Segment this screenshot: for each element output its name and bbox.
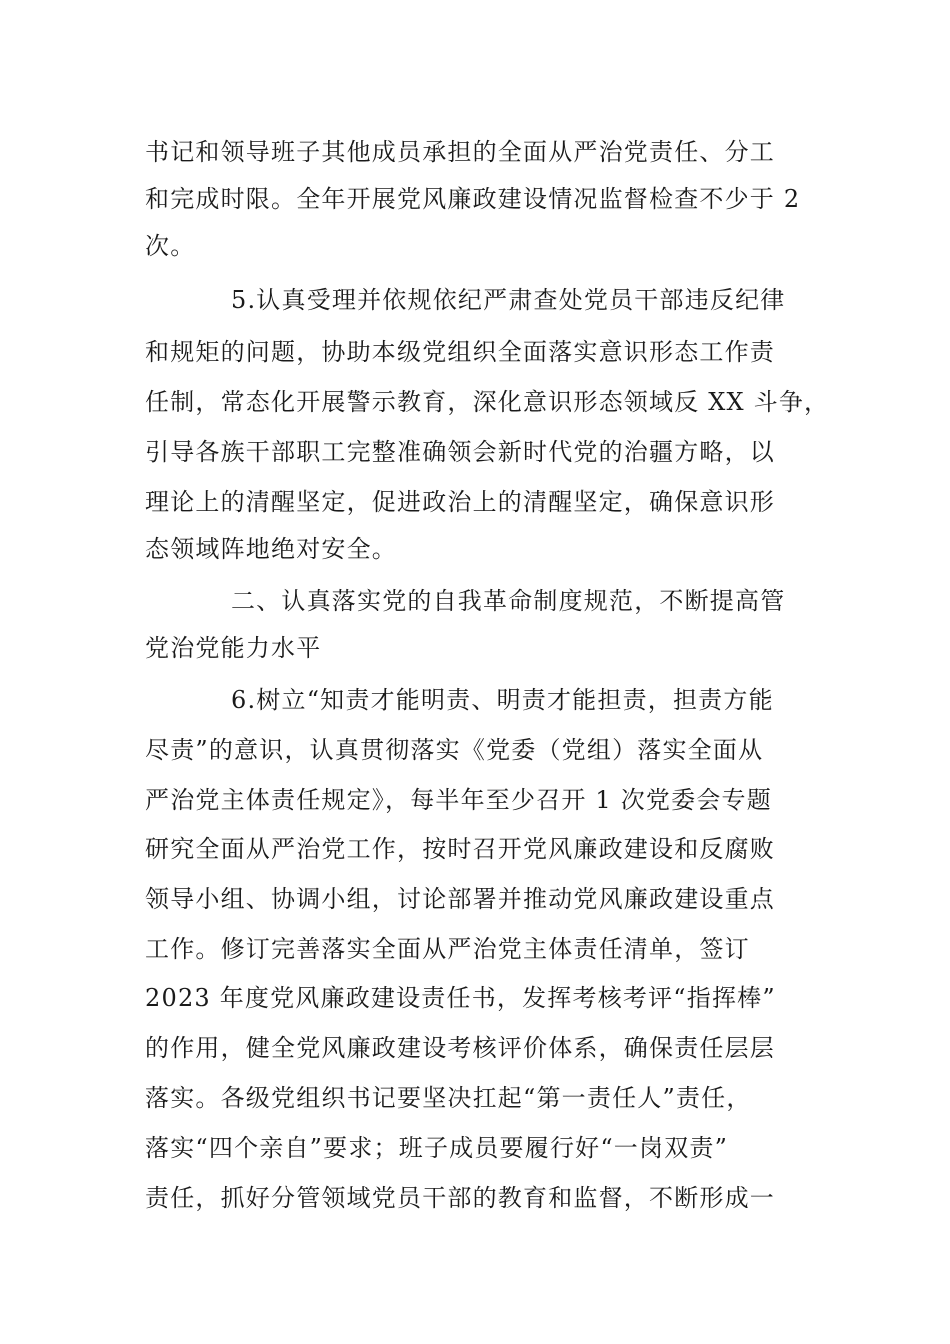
text-line: 2023 年度党风廉政建设责任书，发挥考核考评“指挥棒” (145, 984, 776, 1012)
text-line: 和规矩的问题，协助本级党组织全面落实意识形态工作责 (145, 338, 775, 366)
paragraph-5-start: 5.认真受理并依规依纪严肃查处党员干部违反纪律 (231, 286, 786, 314)
text-line: 领导小组、协调小组，讨论部署并推动党风廉政建设重点 (145, 885, 775, 913)
section-heading-2: 二、认真落实党的自我革命制度规范，不断提高管 (231, 587, 786, 615)
text-line: 工作。修订完善落实全面从严治党主体责任清单，签订 (145, 935, 750, 963)
text-line: 引导各族干部职工完整准确领会新时代党的治疆方略，以 (145, 438, 775, 466)
section-heading-2-cont: 党治党能力水平 (145, 634, 322, 662)
text-line: 态领域阵地绝对安全。 (145, 535, 397, 563)
text-line: 任制，常态化开展警示教育，深化意识形态领域反 XX 斗争， (145, 388, 830, 416)
text-line: 理论上的清醒坚定，促进政治上的清醒坚定，确保意识形 (145, 488, 775, 516)
text-line: 和完成时限。全年开展党风廉政建设情况监督检查不少于 2 (145, 185, 801, 213)
text-line: 责任，抓好分管领域党员干部的教育和监督，不断形成一 (145, 1184, 775, 1212)
text-line: 严治党主体责任规定》，每半年至少召开 1 次党委会专题 (145, 786, 772, 814)
text-line: 次。 (145, 232, 196, 260)
text-line: 研究全面从严治党工作，按时召开党风廉政建设和反腐败 (145, 835, 775, 863)
text-line: 尽责”的意识，认真贯彻落实《党委（党组）落实全面从 (145, 736, 764, 764)
text-line: 书记和领导班子其他成员承担的全面从严治党责任、分工 (145, 138, 775, 166)
text-line: 的作用，健全党风廉政建设考核评价体系，确保责任层层 (145, 1034, 775, 1062)
paragraph-6-start: 6.树立“知责才能明责、明责才能担责，担责方能 (231, 686, 774, 714)
text-line: 落实。各级党组织书记要坚决扛起“第一责任人”责任， (145, 1084, 752, 1112)
text-line: 落实“四个亲自”要求；班子成员要履行好“一岗双责” (145, 1134, 729, 1162)
